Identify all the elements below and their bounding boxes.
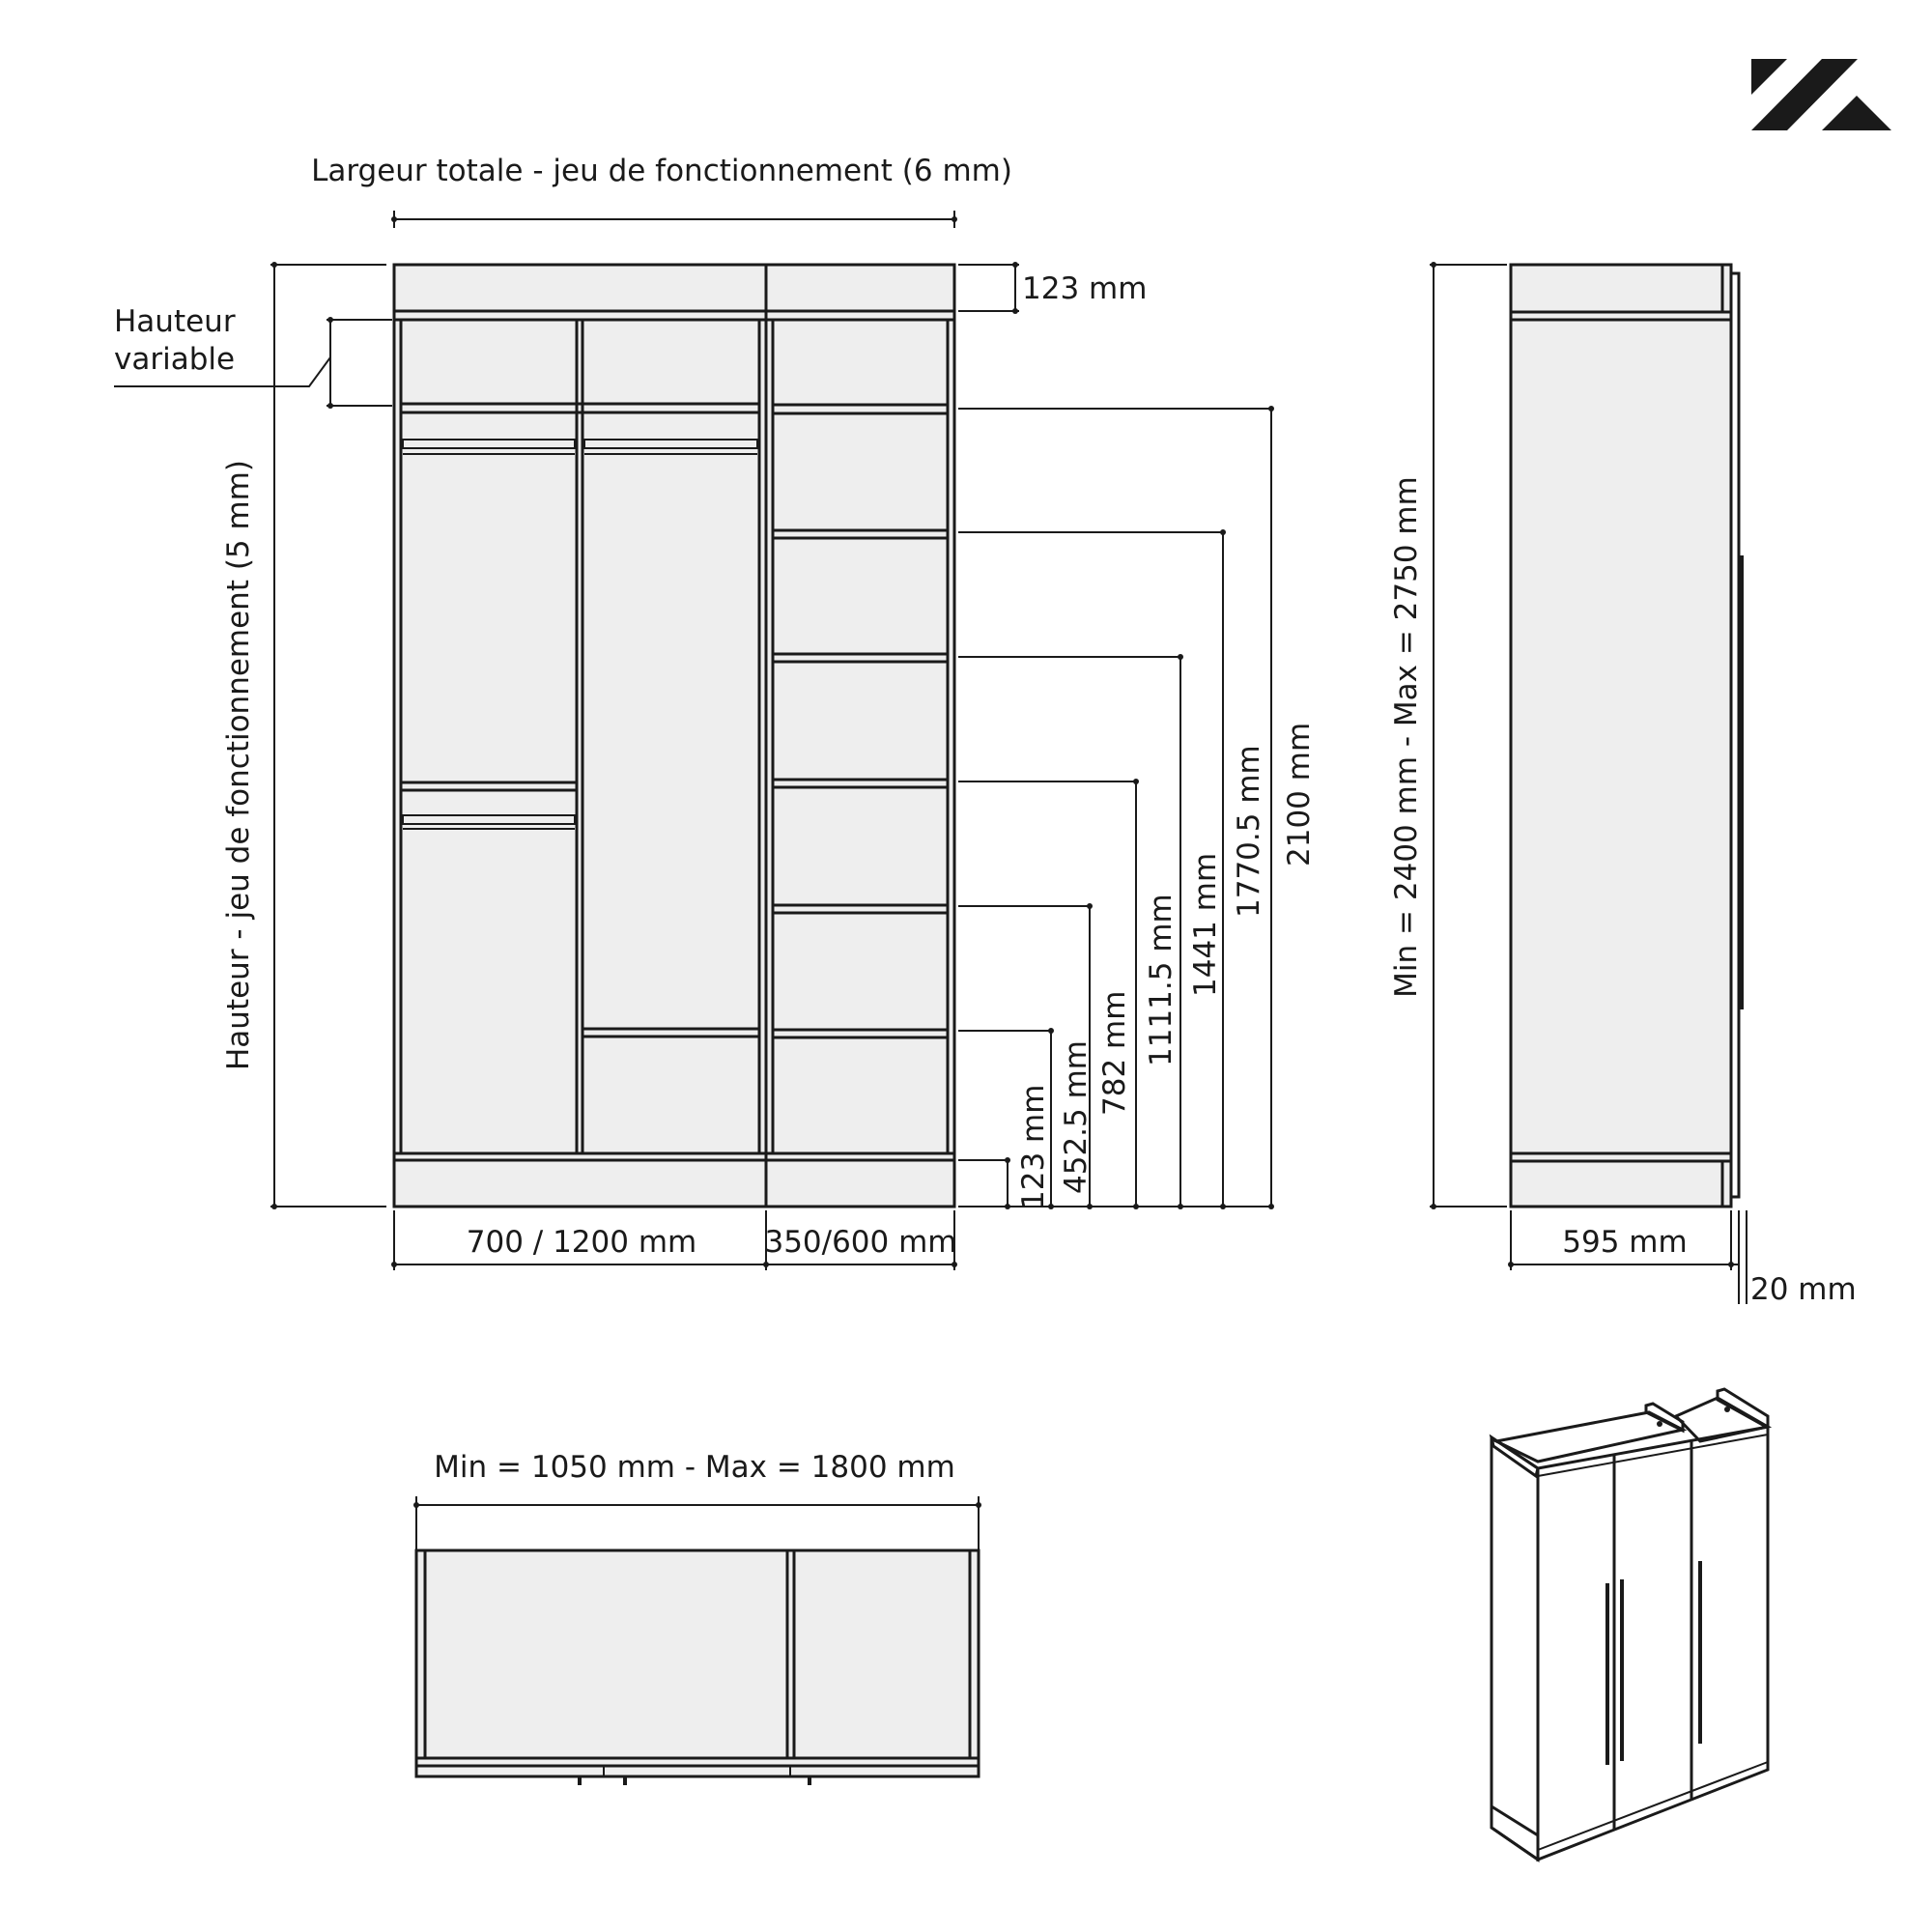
- brand-logo-icon: [1751, 59, 1891, 130]
- shelf-height-dimensions: [958, 406, 1317, 1209]
- total-height-label: Hauteur - jeu de fonctionnement (5 mm): [221, 459, 256, 1071]
- door-handle-iso-1: [1605, 1583, 1609, 1765]
- door-thickness: 20 mm: [1750, 1272, 1857, 1307]
- shelf-height-782: 782 mm: [1097, 990, 1132, 1116]
- isometric-view: [1492, 1389, 1768, 1860]
- right-section-width: 350/600 mm: [764, 1225, 957, 1260]
- side-view: [1389, 262, 1857, 1307]
- total-width-label: Largeur totale - jeu de fonctionnement (6 mm): [311, 154, 1012, 188]
- door-handle-side: [1739, 555, 1744, 1009]
- door-handle-iso-3: [1698, 1561, 1702, 1744]
- left-section-width: 700 / 1200 mm: [466, 1225, 697, 1260]
- wardrobe-side-body: [1511, 265, 1731, 1207]
- variable-height-label-line2: variable: [114, 342, 236, 377]
- side-depth: 595 mm: [1562, 1225, 1688, 1260]
- wardrobe-iso-front: [1538, 1427, 1768, 1860]
- variable-height-label-line1: Hauteur: [114, 304, 236, 339]
- shelf-height-1441: 1441 mm: [1188, 852, 1223, 997]
- wardrobe-top-body: [416, 1550, 979, 1776]
- shelf-height-452: 452.5 mm: [1059, 1040, 1094, 1194]
- shelf-height-2100: 2100 mm: [1282, 722, 1317, 867]
- top-view: [413, 1450, 981, 1785]
- top-plinth-dimension: 123 mm: [1022, 271, 1148, 306]
- shelf-height-1111: 1111.5 mm: [1144, 894, 1179, 1066]
- door-handle-iso-2: [1620, 1579, 1624, 1761]
- top-width-range: Min = 1050 mm - Max = 1800 mm: [434, 1450, 955, 1485]
- side-height-range: Min = 2400 mm - Max = 2750 mm: [1389, 476, 1424, 998]
- shelf-height-1770: 1770.5 mm: [1232, 745, 1266, 918]
- front-view: [114, 154, 1317, 1270]
- shelf-height-123: 123 mm: [1016, 1084, 1051, 1209]
